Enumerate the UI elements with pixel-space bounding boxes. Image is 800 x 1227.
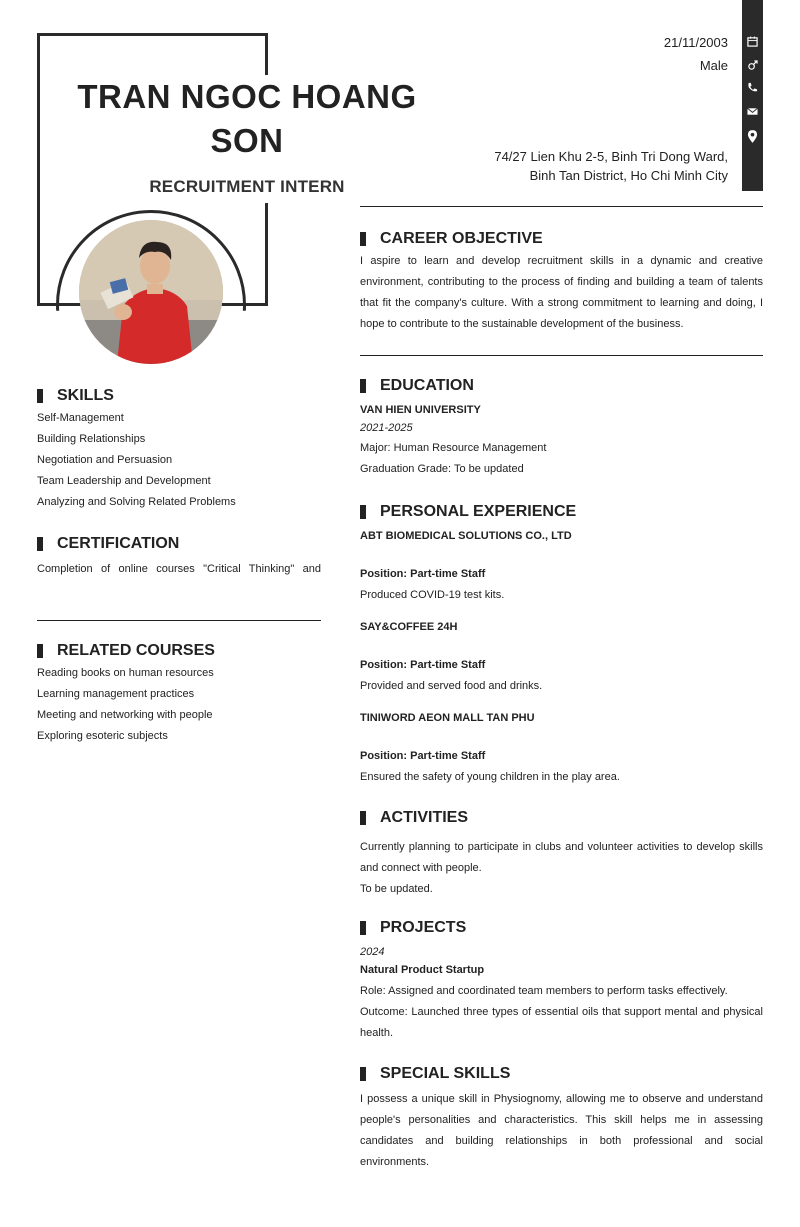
certification-heading: CERTIFICATION bbox=[57, 535, 180, 552]
job-description: Ensured the safety of young children in the play area. bbox=[360, 771, 620, 783]
activities-section bbox=[360, 808, 763, 900]
courses-heading: RELATED COURSES bbox=[57, 642, 215, 659]
skills-section bbox=[37, 386, 321, 513]
gender: Male bbox=[699, 58, 728, 73]
email bbox=[494, 102, 728, 125]
project-role: Role: Assigned and coordinated team members to perform tasks effectively. bbox=[360, 985, 728, 997]
job-entry bbox=[360, 526, 763, 617]
activities-heading: ACTIVITIES bbox=[380, 809, 469, 826]
course-item: Reading books on human resources bbox=[37, 667, 214, 679]
special-skills-text: I possess a unique skill in Physiognomy, allowing me to observe and understand people's personalities and characteristics. This skill helps me in assessing candidates and building relationships in both professional and social environments. bbox=[360, 1093, 763, 1168]
location-icon bbox=[747, 130, 758, 143]
skills-heading: SKILLS bbox=[57, 387, 114, 404]
education-major: Major: Human Resource Management bbox=[360, 442, 547, 454]
activities-text: Currently planning to participate in clubs and volunteer activities to develop skills and connect with people. bbox=[360, 841, 763, 874]
candidate-name: TRAN NGOC HOANG SON bbox=[77, 78, 417, 159]
phone-icon bbox=[747, 82, 758, 93]
address-line-2: Binh Tan District, Ho Chi Minh City bbox=[529, 168, 728, 183]
skill-item: Analyzing and Solving Related Problems bbox=[37, 496, 236, 508]
objective-text: I aspire to learn and develop recruitment skills in a dynamic and creative environment, contributing to the process of finding and building a team of talents that fit the company's culture. With a strong commitment to learning and doing, I hope to contribute to the sustainable development of the business. bbox=[360, 255, 763, 330]
education-heading: EDUCATION bbox=[380, 377, 474, 394]
certification-text: Completion of online courses "Critical Thinking" and bbox=[37, 563, 321, 575]
gender-icon bbox=[747, 60, 758, 71]
skill-item: Negotiation and Persuasion bbox=[37, 454, 173, 466]
skill-item: Self-Management bbox=[37, 412, 124, 424]
job-description: Provided and served food and drinks. bbox=[360, 680, 543, 692]
course-item: Exploring esoteric subjects bbox=[37, 730, 168, 742]
company-name: SAY&COFFEE 24H bbox=[360, 621, 458, 633]
objective-heading: CAREER OBJECTIVE bbox=[380, 230, 543, 247]
avatar bbox=[79, 220, 223, 364]
company-name: TINIWORD AEON MALL TAN PHU bbox=[360, 712, 535, 724]
address-line-1: 74/27 Lien Khu 2-5, Binh Tri Dong Ward, bbox=[494, 149, 728, 164]
projects-section bbox=[360, 918, 763, 1044]
experience-heading: PERSONAL EXPERIENCE bbox=[380, 503, 577, 520]
course-item: Meeting and networking with people bbox=[37, 709, 213, 721]
job-description: Produced COVID-19 test kits. bbox=[360, 589, 505, 601]
related-courses-section bbox=[37, 641, 321, 747]
email-icon bbox=[747, 106, 758, 117]
special-skills-section bbox=[360, 1064, 763, 1173]
education-section bbox=[360, 376, 763, 480]
company-name: ABT BIOMEDICAL SOLUTIONS CO., LTD bbox=[360, 530, 572, 542]
school-name: VAN HIEN UNIVERSITY bbox=[360, 404, 481, 416]
project-name: Natural Product Startup bbox=[360, 964, 485, 976]
job-entry bbox=[360, 617, 763, 708]
project-year: 2024 bbox=[360, 946, 385, 958]
job-position: Position: Part-time Staff bbox=[360, 750, 486, 762]
projects-heading: PROJECTS bbox=[380, 919, 467, 936]
project-outcome: Outcome: Launched three types of essential oils that support mental and physical health. bbox=[360, 1006, 763, 1039]
activities-update: To be updated. bbox=[360, 883, 433, 895]
special-skills-heading: SPECIAL SKILLS bbox=[380, 1065, 511, 1082]
experience-section bbox=[360, 502, 763, 788]
job-title: RECRUITMENT INTERN bbox=[149, 177, 345, 196]
divider bbox=[360, 355, 763, 356]
certification-section bbox=[37, 534, 321, 580]
name-block bbox=[72, 75, 422, 203]
career-objective-section bbox=[360, 229, 763, 335]
contact-icon-bar bbox=[742, 0, 763, 191]
course-item: Learning management practices bbox=[37, 688, 195, 700]
calendar-icon bbox=[747, 36, 758, 47]
skill-item: Team Leadership and Development bbox=[37, 475, 211, 487]
divider bbox=[360, 206, 763, 207]
contact-info bbox=[494, 33, 728, 185]
skill-item: Building Relationships bbox=[37, 433, 146, 445]
phone bbox=[494, 79, 728, 102]
education-years: 2021-2025 bbox=[360, 422, 413, 434]
job-position: Position: Part-time Staff bbox=[360, 568, 486, 580]
divider bbox=[37, 620, 321, 621]
job-position: Position: Part-time Staff bbox=[360, 659, 486, 671]
education-grade: Graduation Grade: To be updated bbox=[360, 463, 524, 475]
date-of-birth: 21/11/2003 bbox=[663, 35, 728, 50]
job-entry bbox=[360, 708, 763, 788]
